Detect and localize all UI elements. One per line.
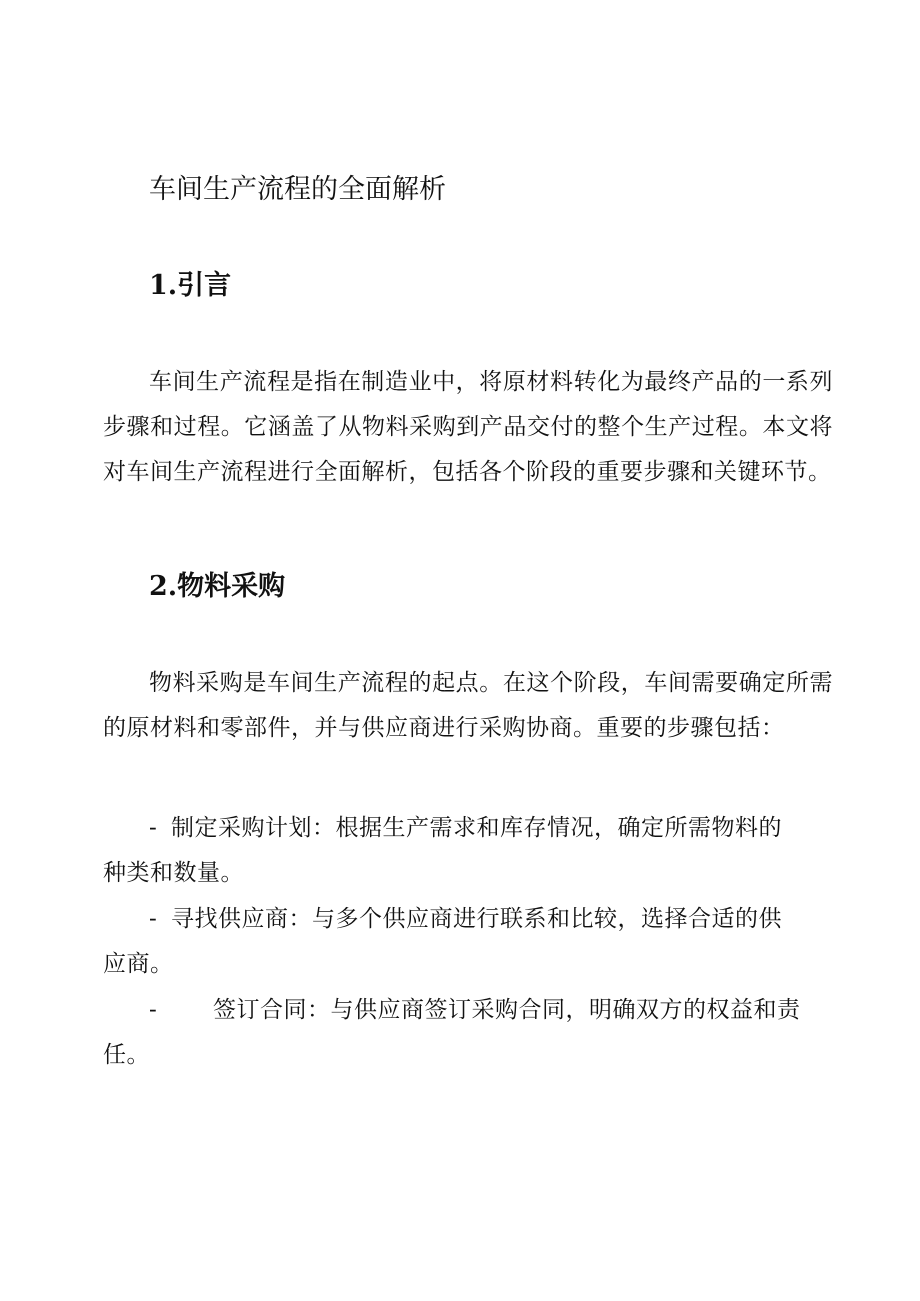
introduction-paragraph: 车间生产流程是指在制造业中，将原材料转化为最终产品的一系列步骤和过程。它涵盖了从物料采购到产品交付的整个生产过程。本文将对车间生产流程进行全面解析，包括各个阶段的重要步骤和关键环节。 xyxy=(103,369,833,485)
list-item xyxy=(103,897,803,987)
list-item-text: 签订合同：与供应商签订采购合同，明确双方的权益和责任。 xyxy=(103,997,801,1068)
list-item-text: 制定采购计划：根据生产需求和库存情况，确定所需物料的种类和数量。 xyxy=(103,815,782,886)
list-item xyxy=(103,988,803,1078)
list-bullet: - xyxy=(149,906,158,932)
list-item-text: 寻找供应商：与多个供应商进行联系和比较，选择合适的供应商。 xyxy=(103,906,782,977)
section-heading-material-procurement: 2.物料采购 xyxy=(149,571,286,602)
procurement-paragraph: 物料采购是车间生产流程的起点。在这个阶段，车间需要确定所需的原材料和零部件，并与供应商进行采购协商。重要的步骤包括： xyxy=(103,670,833,741)
list-item xyxy=(103,806,803,896)
list-bullet: - xyxy=(149,815,158,841)
document-title: 车间生产流程的全面解析 xyxy=(149,174,446,205)
section-heading-introduction: 1.引言 xyxy=(149,270,232,301)
list-bullet: - xyxy=(149,997,158,1023)
